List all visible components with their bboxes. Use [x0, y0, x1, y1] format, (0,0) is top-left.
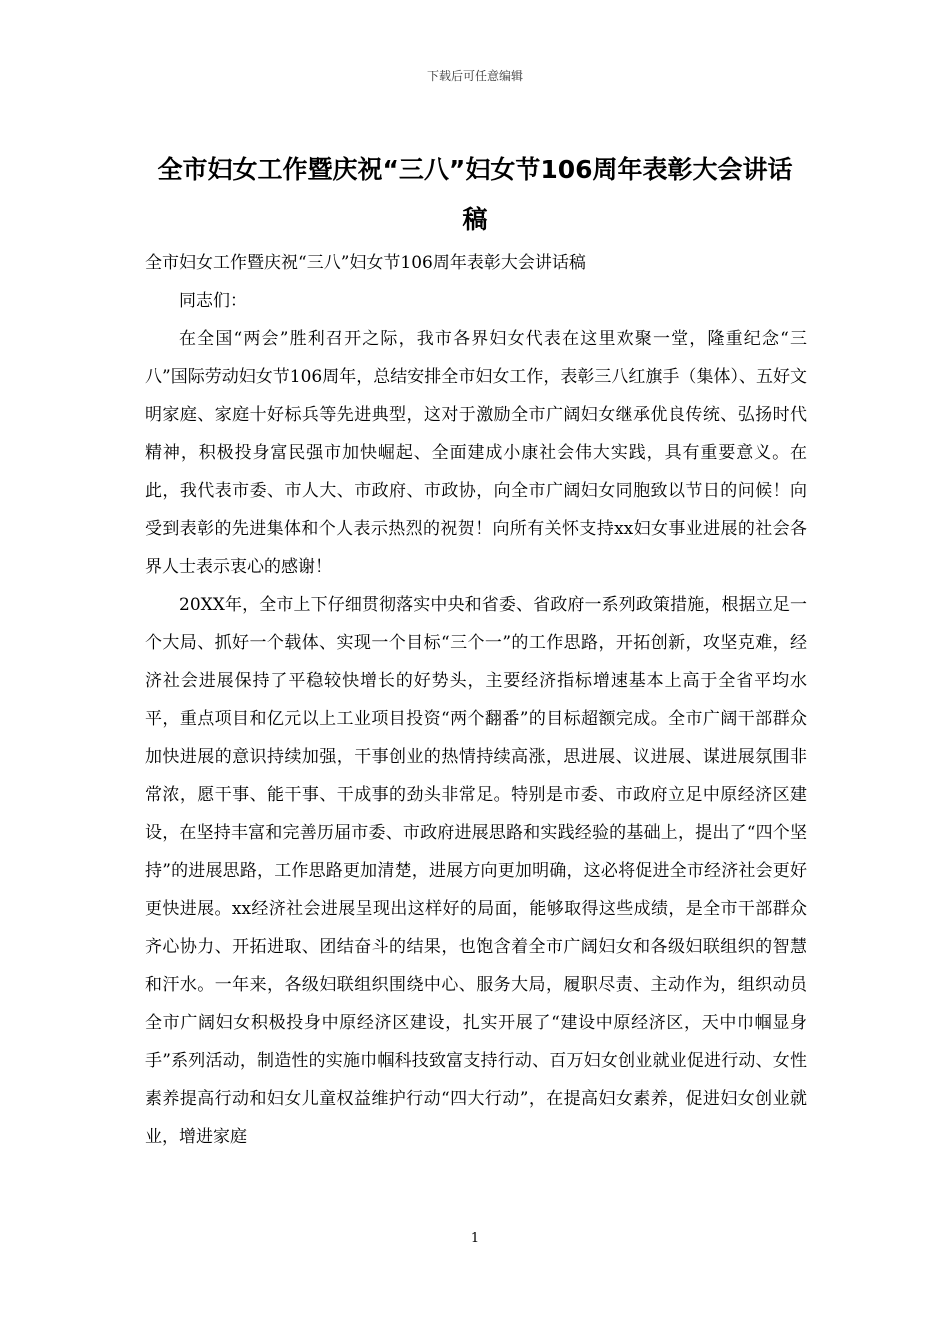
salutation: 同志们： — [179, 291, 247, 311]
document-title: 全市妇女工作暨庆祝“三八”妇女节106周年表彰大会讲话稿 — [157, 155, 793, 234]
paragraph: 20XX年，全市上下仔细贯彻落实中央和省委、省政府一系列政策措施，根据立足一个大局、抓好一个载体、实现一个目标“三个一”的工作思路，开拓创新，攻坚克难，经济社会进展保持了平稳较快增长的好势头，主要经济指标增速基本上高于全省平均水平，重点项目和亿元以上工业项目投资“两个翻番”的目标超额完成。全市广阔干部群众加快进展的意识持续加强，干事创业的热情持续高涨，思进展、议进展、谋进展氛围非常浓，愿干事、能干事、干成事的劲头非常足。特别是市委、市政府立足中原经济区建设，在坚持丰富和完善历届市委、市政府进展思路和实践经验的基础上，提出了“四个坚持”的进展思路，工作思路更加清楚，进展方向更加明确，这必将促进全市经济社会更好更快进展。xx经济社会进展呈现出这样好的局面，能够取得这些成绩，是全市干部群众齐心协力、开拓进取、团结奋斗的结果，也饱含着全市广阔妇女和各级妇联组织的智慧和汗水。一年来，各级妇联组织围绕中心、服务大局，履职尽责、主动作为，组织动员全市广阔妇女积极投身中原经济区建设，扎实开展了“建设中原经济区，天中巾帼显身手”系列活动，制造性的实施巾帼科技致富支持行动、百万妇女创业就业促进行动、女性素养提高行动和妇女儿童权益维护行动“四大行动”，在提高妇女素养，促进妇女创业就业，增进家庭 — [145, 595, 807, 1147]
page-header: 下载后可任意编辑 — [426, 69, 523, 83]
document-body — [145, 244, 807, 1156]
document-subtitle: 全市妇女工作暨庆祝“三八”妇女节106周年表彰大会讲话稿 — [145, 253, 586, 273]
paragraph: 在全国“两会”胜利召开之际，我市各界妇女代表在这里欢聚一堂，隆重纪念“三八”国际劳动妇女节106周年，总结安排全市妇女工作，表彰三八红旗手（集体）、五好文明家庭、家庭十好标兵等先进典型，这对于激励全市广阔妇女继承优良传统、弘扬时代精神，积极投身富民强市加快崛起、全面建成小康社会伟大实践，具有重要意义。在此，我代表市委、市人大、市政府、市政协，向全市广阔妇女同胞致以节日的问候！向受到表彰的先进集体和个人表示热烈的祝贺！向所有关怀支持xx妇女事业进展的社会各界人士表示衷心的感谢！ — [145, 329, 807, 577]
page-number: 1 — [470, 1231, 480, 1246]
